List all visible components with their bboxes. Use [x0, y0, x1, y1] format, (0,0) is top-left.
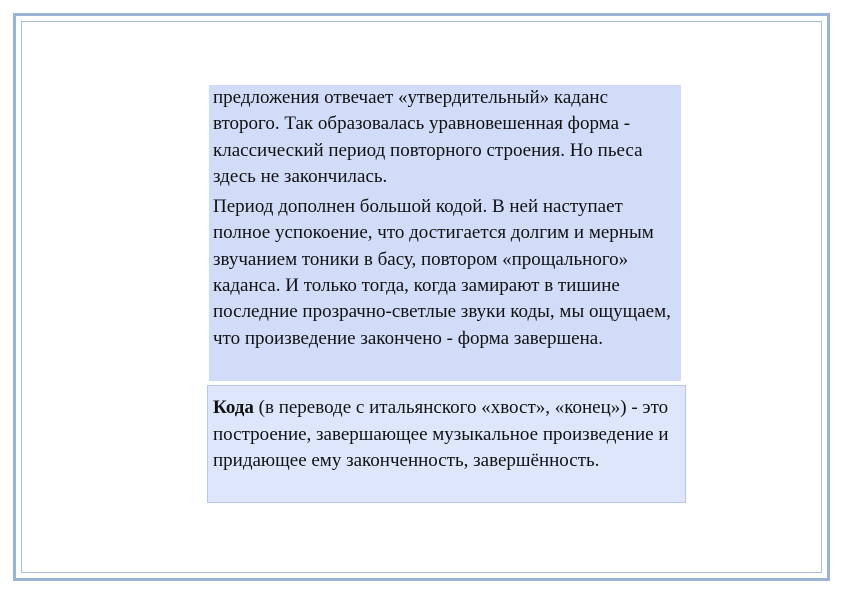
definition-term: Кода: [213, 397, 254, 418]
definition-box: [207, 385, 686, 503]
main-text-block: [209, 85, 681, 381]
definition-text: (в переводе с итальянского «хвост», «конец») - это построение, завершающее музыкальное произведение и придающее ему законченность, завершённость.: [213, 397, 669, 471]
main-paragraph-1: предложения отвечает «утвердительный» каданс второго. Так образовалась уравновешенная форма - классический период повторного строения. Но пьеса здесь не закончилась.: [213, 87, 643, 187]
main-paragraph-2: Период дополнен большой кодой. В ней наступает полное успокоение, что достигается долгим и мерным звучанием тоники в басу, повтором «прощального» каданса. И только тогда, когда замирают в тишине последние прозрачно-светлые звуки коды, мы ощущаем, что произведение закончено - форма завершена.: [213, 196, 671, 349]
